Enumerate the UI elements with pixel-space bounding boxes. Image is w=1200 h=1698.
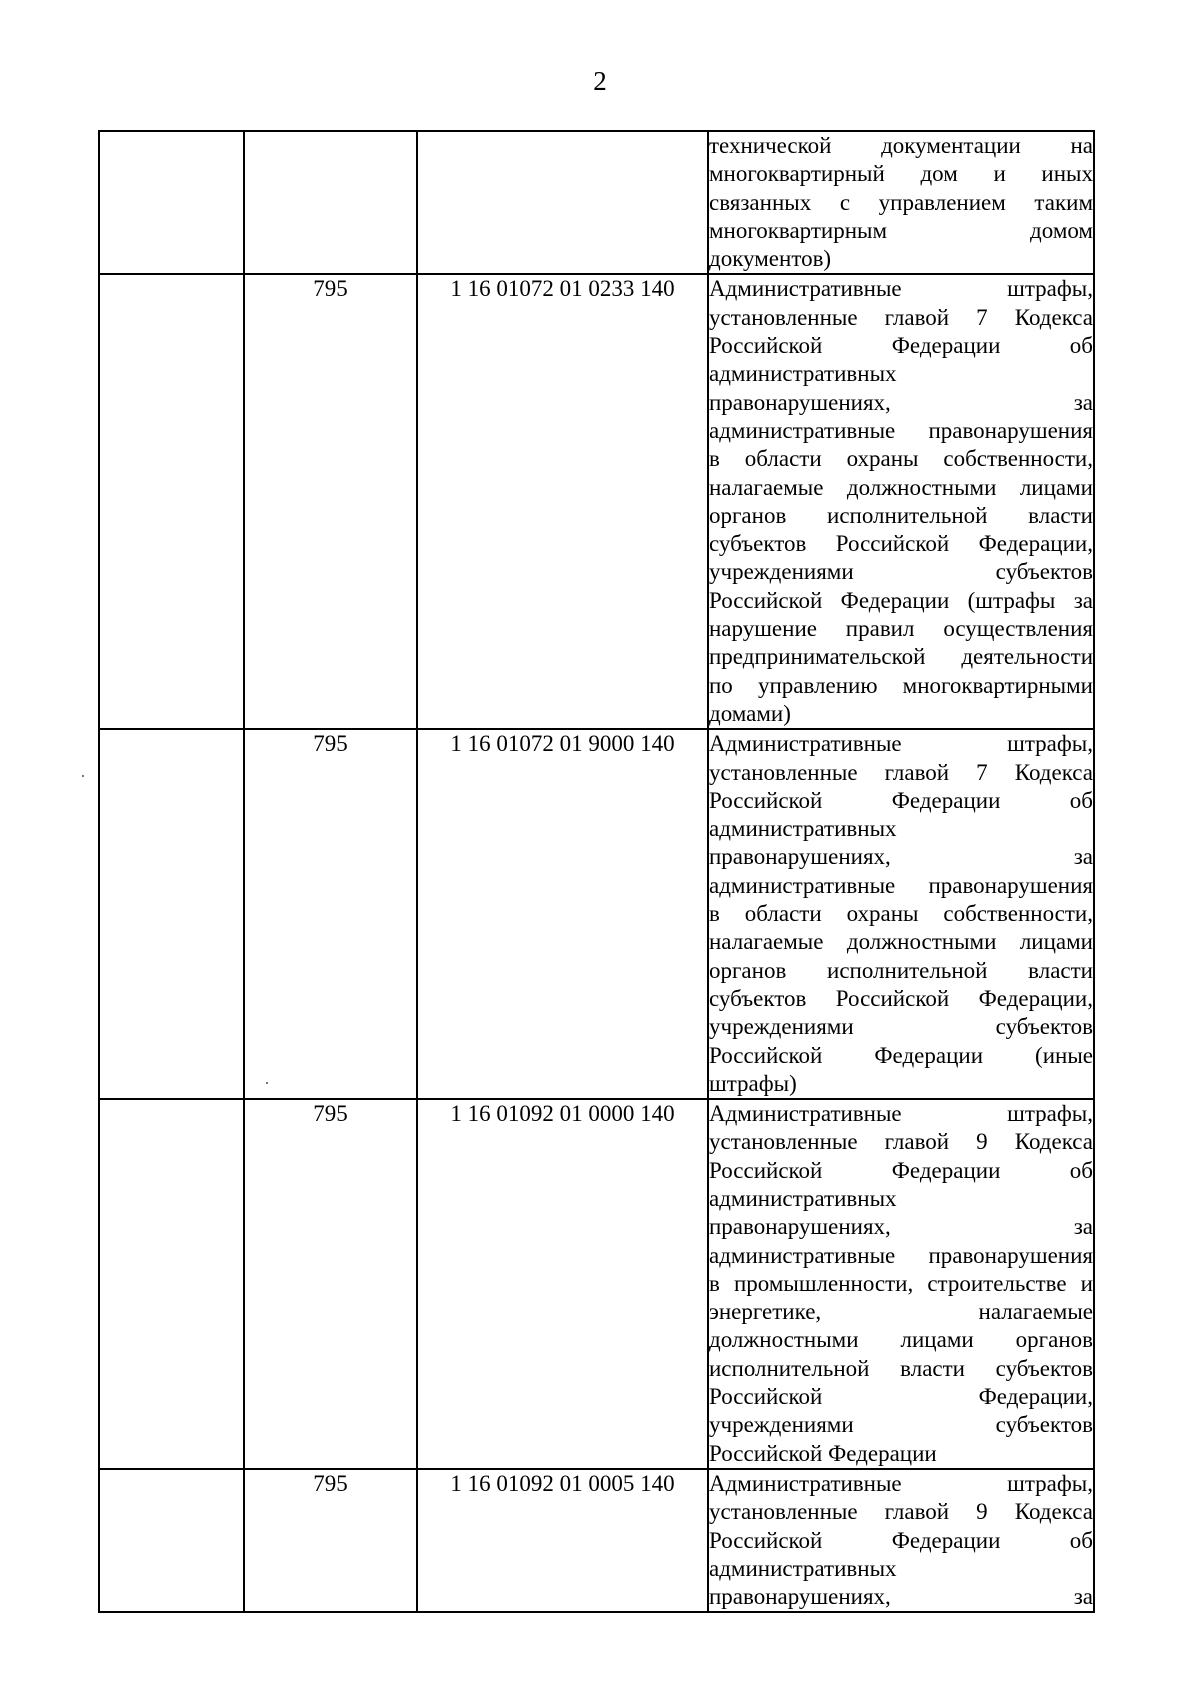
admin-code-cell: 795 xyxy=(244,274,417,729)
description-line: административные правонарушения xyxy=(709,417,1093,443)
description-line: правонарушениях, за xyxy=(709,1214,1093,1240)
empty-cell xyxy=(99,729,244,1099)
admin-code-cell xyxy=(244,131,417,274)
description-line: органов исполнительной власти xyxy=(709,502,1093,528)
description-line: административные правонарушения xyxy=(709,872,1093,898)
description-line: установленные главой 9 Кодекса xyxy=(709,1499,1093,1525)
description-line: многоквартирным домом xyxy=(709,217,1093,243)
description-line: административные правонарушения xyxy=(709,1242,1093,1268)
description-line: правонарушениях, за xyxy=(709,844,1093,870)
description-line: Российской Федерации (штрафы за xyxy=(709,587,1093,613)
description-line: энергетике, налагаемые xyxy=(709,1299,1093,1325)
description-line: многоквартирный дом и иных xyxy=(709,161,1093,187)
description-line: Российской Федерации (иные xyxy=(709,1042,1093,1068)
description-line: Российской Федерации об xyxy=(709,1527,1093,1553)
empty-cell xyxy=(99,131,244,274)
description-line: установленные главой 7 Кодекса xyxy=(709,759,1093,785)
description-line: Российской Федерации об xyxy=(709,787,1093,813)
description-line: Административные штрафы, xyxy=(709,1470,1093,1496)
description-line: Российской Федерации об xyxy=(709,333,1093,359)
description-line: Административные штрафы, xyxy=(709,731,1093,757)
description-line: Российской Федерации xyxy=(709,1440,937,1466)
description-line: документов) xyxy=(709,246,832,272)
description-cell xyxy=(708,1469,1094,1612)
description-line: учреждениями субъектов xyxy=(709,559,1093,585)
description-line: связанных с управлением таким xyxy=(709,189,1093,215)
description-line: штрафы) xyxy=(709,1070,797,1096)
description-line: должностными лицами органов xyxy=(709,1327,1093,1353)
description-line: Российской Федерации об xyxy=(709,1157,1093,1183)
description-line: в области охраны собственности, xyxy=(709,901,1093,927)
description-line: учреждениями субъектов xyxy=(709,1014,1093,1040)
table-row xyxy=(99,729,1094,1099)
description-line: установленные главой 9 Кодекса xyxy=(709,1129,1093,1155)
description-line: налагаемые должностными лицами xyxy=(709,474,1093,500)
description-line: Административные штрафы, xyxy=(709,1101,1093,1127)
description-line: правонарушениях, за xyxy=(709,1584,1093,1610)
description-line: исполнительной власти субъектов xyxy=(709,1355,1093,1381)
kbk-cell: 1 16 01072 01 9000 140 xyxy=(417,729,708,1099)
admin-code-cell: 795 xyxy=(244,1469,417,1612)
description-line: домами) xyxy=(709,700,791,726)
description-line: административных xyxy=(709,816,897,842)
description-line: субъектов Российской Федерации, xyxy=(709,531,1093,557)
kbk-cell xyxy=(417,131,708,274)
kbk-cell: 1 16 01092 01 0000 140 xyxy=(417,1099,708,1469)
description-line: налагаемые должностными лицами xyxy=(709,929,1093,955)
description-line: административных xyxy=(709,1185,897,1211)
description-line: органов исполнительной власти xyxy=(709,957,1093,983)
description-line: предпринимательской деятельности xyxy=(709,644,1093,670)
empty-cell xyxy=(99,274,244,729)
kbk-cell: 1 16 01092 01 0005 140 xyxy=(417,1469,708,1612)
description-line: в области охраны собственности, xyxy=(709,446,1093,472)
page-number: 2 xyxy=(593,66,607,96)
table-row xyxy=(99,274,1094,729)
description-line: учреждениями субъектов xyxy=(709,1412,1093,1438)
admin-code-cell: 795 xyxy=(244,1099,417,1469)
scan-speck xyxy=(266,1082,268,1084)
description-line: в промышленности, строительстве и xyxy=(709,1270,1093,1296)
admin-code-cell: 795 xyxy=(244,729,417,1099)
description-line: Российской Федерации, xyxy=(709,1384,1093,1410)
description-cell xyxy=(708,274,1094,729)
empty-cell xyxy=(99,1099,244,1469)
description-line: административных xyxy=(709,361,897,387)
description-line: по управлению многоквартирными xyxy=(709,672,1093,698)
scan-speck xyxy=(82,775,84,777)
description-line: субъектов Российской Федерации, xyxy=(709,985,1093,1011)
description-line: правонарушениях, за xyxy=(709,389,1093,415)
table-body xyxy=(99,131,1094,1612)
description-line: нарушение правил осуществления xyxy=(709,616,1093,642)
table-row xyxy=(99,1099,1094,1469)
description-line: Административные штрафы, xyxy=(709,276,1093,302)
description-line: установленные главой 7 Кодекса xyxy=(709,304,1093,330)
empty-cell xyxy=(99,1469,244,1612)
description-cell xyxy=(708,131,1094,274)
description-line: административных xyxy=(709,1555,897,1581)
description-line: технической документации на xyxy=(709,133,1093,158)
table-row xyxy=(99,131,1094,274)
kbk-cell: 1 16 01072 01 0233 140 xyxy=(417,274,708,729)
description-cell xyxy=(708,729,1094,1099)
description-cell xyxy=(708,1099,1094,1469)
budget-classification-table xyxy=(98,130,1095,1613)
table-row xyxy=(99,1469,1094,1612)
